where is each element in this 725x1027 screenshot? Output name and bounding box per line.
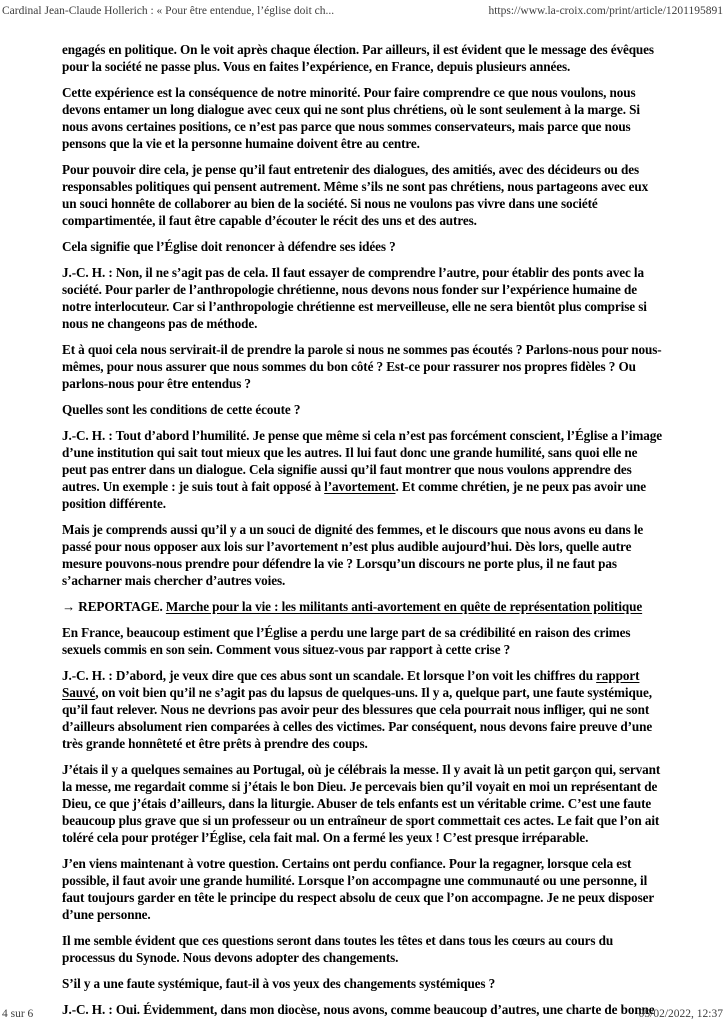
paragraph-text: engagés en politique. On le voit après chaque élection. Par ailleurs, il est évident que le message des évêques pour la société ne passe plus. Vous en faites l’expérience, en France, depuis plusieurs années. — [62, 42, 654, 74]
rapport-sauve-link[interactable]: rapport Sauvé — [62, 668, 640, 700]
print-header-title: Cardinal Jean-Claude Hollerich : « Pour être entendue, l’église doit ch... — [2, 5, 335, 17]
paragraph-text: Quelles sont les conditions de cette écoute ? — [62, 402, 301, 417]
avortement-link[interactable]: l’avortement — [324, 479, 396, 494]
paragraph-text: Et à quoi cela nous servirait-il de prendre la parole si nous ne sommes pas écoutés ? Parlons-nous pour nous-mêmes, pour nous assurer que nous sommes du bon côté ? Est-ce pour rassurer nos propres fidèles ? Ou parlons-nous pour être entendus ? — [62, 342, 662, 391]
article-paragraph — [62, 401, 663, 418]
paragraph-text: Cela signifie que l’Église doit renoncer à défendre ses idées ? — [62, 239, 396, 254]
article-paragraph — [62, 84, 663, 152]
article-paragraph — [62, 598, 663, 615]
paragraph-text: . Et comme chrétien, je ne peux pas avoir une position différente. — [62, 479, 647, 511]
article-paragraph — [62, 238, 663, 255]
paragraph-text: J’en viens maintenant à votre question. Certains ont perdu confiance. Pour la regagner, lorsque cela est possible, il faut avoir une grande humilité. Lorsque l’on accompagne une communauté ou une personne, il faut toujours garder en tête le principe du respect absolu de ceux que l’on accompagne. Je ne peux disposer d’une personne. — [62, 856, 654, 922]
paragraph-text: Cette expérience est la conséquence de notre minorité. Pour faire comprendre ce que nous voulons, nous devons entamer un long dialogue avec ceux qui ne sont plus chrétiens, où le sont seulement à la marge. Si nous avons certaines positions, ce n’est pas parce que nous sommes conservateurs, mais parce que nous pensons que la vie et la personne humaine doivent être au centre. — [62, 85, 640, 151]
article-paragraph — [62, 975, 663, 992]
paragraph-text: Pour pouvoir dire cela, je pense qu’il faut entretenir des dialogues, des amitiés, avec des décideurs ou des responsables politiques qui pensent autrement. Même s’ils ne sont pas chrétiens, nous partageons avec eux un souci honnête de collaborer au bien de la société. Si nous ne voulons pas vivre dans une société compartimentée, il faut être capable d’écouter le récit des uns et des autres. — [62, 162, 649, 228]
article-paragraph — [62, 521, 663, 589]
print-datetime: 05/02/2022, 12:37 — [638, 1008, 723, 1020]
paragraph-text: J’étais il y a quelques semaines au Portugal, où je célébrais la messe. Il y avait là un petit garçon qui, servant la messe, me regardait comme si j’étais le bon Dieu. Je percevais bien qu’il voyait en moi un représentant de Dieu, ce que j’étais d’ailleurs, dans la liturgie. Abuser de tels enfants est un véritable crime. C’est une faute beaucoup plus grave que si un professeur ou un entraîneur de sport commettait ces actes. Le fait que l’on ait toléré cela pour protéger l’Église, cela fait mal. On a fermé les yeux ! C’est presque irréparable. — [62, 762, 661, 845]
paragraph-text: En France, beaucoup estiment que l’Église a perdu une large part de sa crédibilité en raison des crimes sexuels commis en son sein. Comment vous situez-vous par rapport à cette crise ? — [62, 625, 631, 657]
article-paragraph — [62, 761, 663, 846]
paragraph-text: , on voit bien qu’il ne s’agit pas du lapsus de quelques-uns. Il y a, quelque part, une faute systémique, qu’il faut relever. Nous ne devrions pas avoir peur des blessures que cela pourrait nous infliger, qui ne sont d’ailleurs absolument rien comparées à celles des victimes. Par conséquent, nous devons faire preuve d’une très grande honnêteté et être prêts à prendre des coups. — [62, 685, 653, 751]
paragraph-text: J.-C. H. : Oui. Évidemment, dans mon diocèse, nous avons, comme beaucoup d’autres, une charte de bonne — [62, 1002, 655, 1017]
print-header — [2, 5, 723, 17]
paragraph-text: J.-C. H. : D’abord, je veux dire que ces abus sont un scandale. Et lorsque l’on voit les chiffres du — [62, 668, 597, 683]
article-paragraph — [62, 667, 663, 752]
paragraph-text: → REPORTAGE. — [62, 599, 166, 614]
article-paragraph — [62, 161, 663, 229]
paragraph-text: Mais je comprends aussi qu’il y a un souci de dignité des femmes, et le discours que nous avons eu dans le passé pour nous opposer aux lois sur l’avortement n’est plus audible aujourd’hui. Dès lors, quelle autre mesure pouvons-nous prendre pour défendre la vie ? Lorsqu’un discours ne porte plus, il ne faut pas s’acharner mais chercher d’autres voies. — [62, 522, 644, 588]
article-paragraph — [62, 932, 663, 966]
paragraph-text: S’il y a une faute systémique, faut-il à vos yeux des changements systémiques ? — [62, 976, 496, 991]
paragraph-text: J.-C. H. : Non, il ne s’agit pas de cela. Il faut essayer de comprendre l’autre, pour établir des ponts avec la société. Pour parler de l’anthropologie chrétienne, nous devons nous fonder sur l’expérience humaine de notre interlocuteur. Car si l’anthropologie chrétienne est merveilleuse, elle ne sera bientôt plus comprise si nous ne changeons pas de méthode. — [62, 265, 647, 331]
print-header-url: https://www.la-croix.com/print/article/1201195891 — [488, 5, 723, 17]
article-paragraph — [62, 41, 663, 75]
article-paragraph — [62, 624, 663, 658]
print-footer — [2, 1008, 723, 1020]
article-paragraph — [62, 341, 663, 392]
article-paragraph — [62, 855, 663, 923]
article-paragraph — [62, 427, 663, 512]
paragraph-text: J.-C. H. : Tout d’abord l’humilité. Je pense que même si cela n’est pas forcément conscient, l’Église a l’image d’une institution qui sait tout mieux que les autres. Il lui faut donc une grande humilité, sans quoi elle ne peut pas entrer dans un dialogue. Cela signifie aussi qu’il faut montrer que nous voulons apprendre des autres. Un exemple : je suis tout à fait opposé à — [62, 428, 662, 494]
paragraph-text: Il me semble évident que ces questions seront dans toutes les têtes et dans tous les cœurs au cours du processus du Synode. Nous devons adopter des changements. — [62, 933, 614, 965]
article-paragraph — [62, 264, 663, 332]
page-number: 4 sur 6 — [2, 1008, 34, 1020]
article-body — [62, 41, 663, 1027]
reportage-marche-pour-la-vie-link[interactable]: Marche pour la vie : les militants anti-avortement en quête de représentation politique — [165, 599, 643, 614]
